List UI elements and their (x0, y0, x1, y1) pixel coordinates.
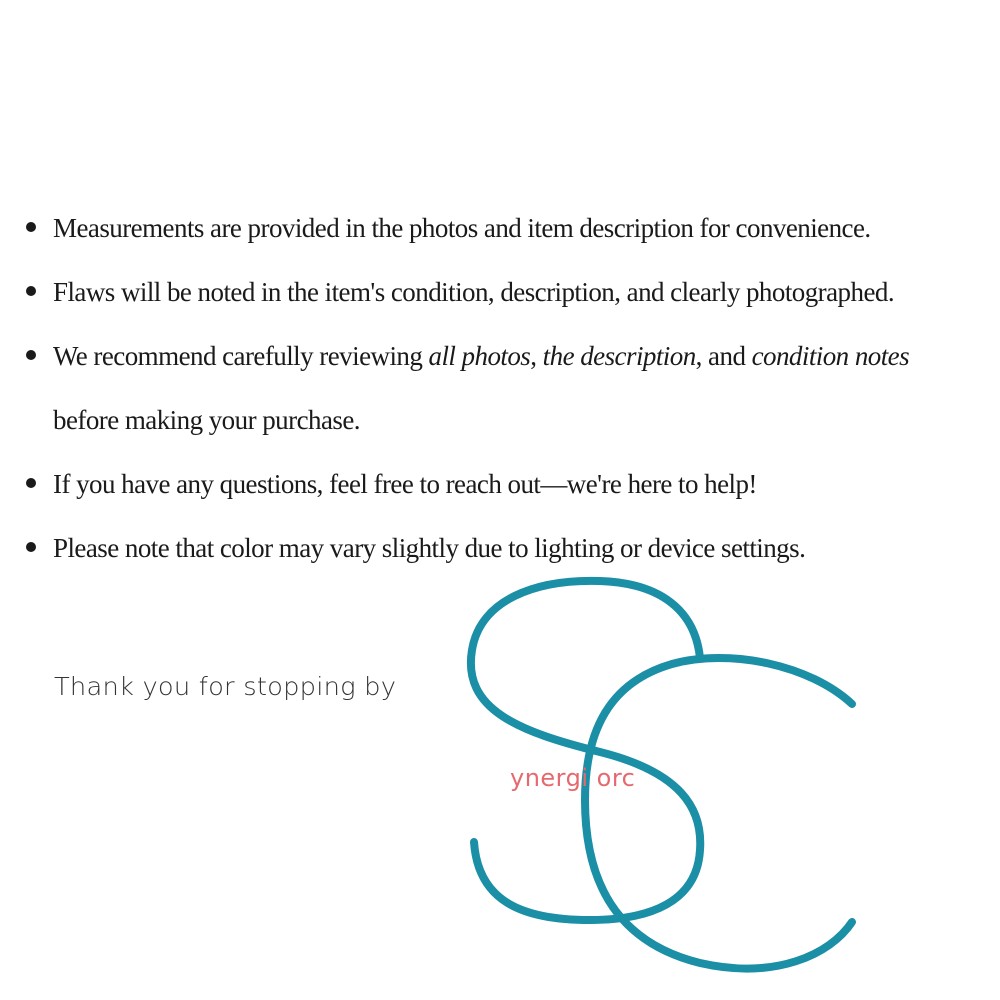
note-text: Measurements are provided in the photos and item description for convenience. (53, 213, 871, 243)
note-text: Please note that color may vary slightly due to lighting or device settings. (53, 533, 806, 563)
note-text-part: , and (695, 341, 752, 371)
note-emphasis-photos: all photos (428, 341, 531, 371)
monogram-c-stroke (585, 658, 852, 968)
note-text-part: , (530, 341, 543, 371)
note-emphasis-description: the description (542, 341, 696, 371)
note-text-part: We recommend carefully reviewing (53, 341, 429, 371)
note-text: Flaws will be noted in the item's condition, description, and clearly photographed. (53, 277, 895, 307)
logo-wordmark: ynergi orc (510, 764, 636, 792)
monogram-s-stroke (471, 581, 700, 920)
signoff-text: Thank you for stopping by (54, 672, 397, 701)
note-emphasis-condition: condition notes (751, 341, 910, 371)
note-text: If you have any questions, feel free to reach out—we're here to help! (53, 469, 757, 499)
note-text: before making your purchase. (53, 405, 360, 435)
